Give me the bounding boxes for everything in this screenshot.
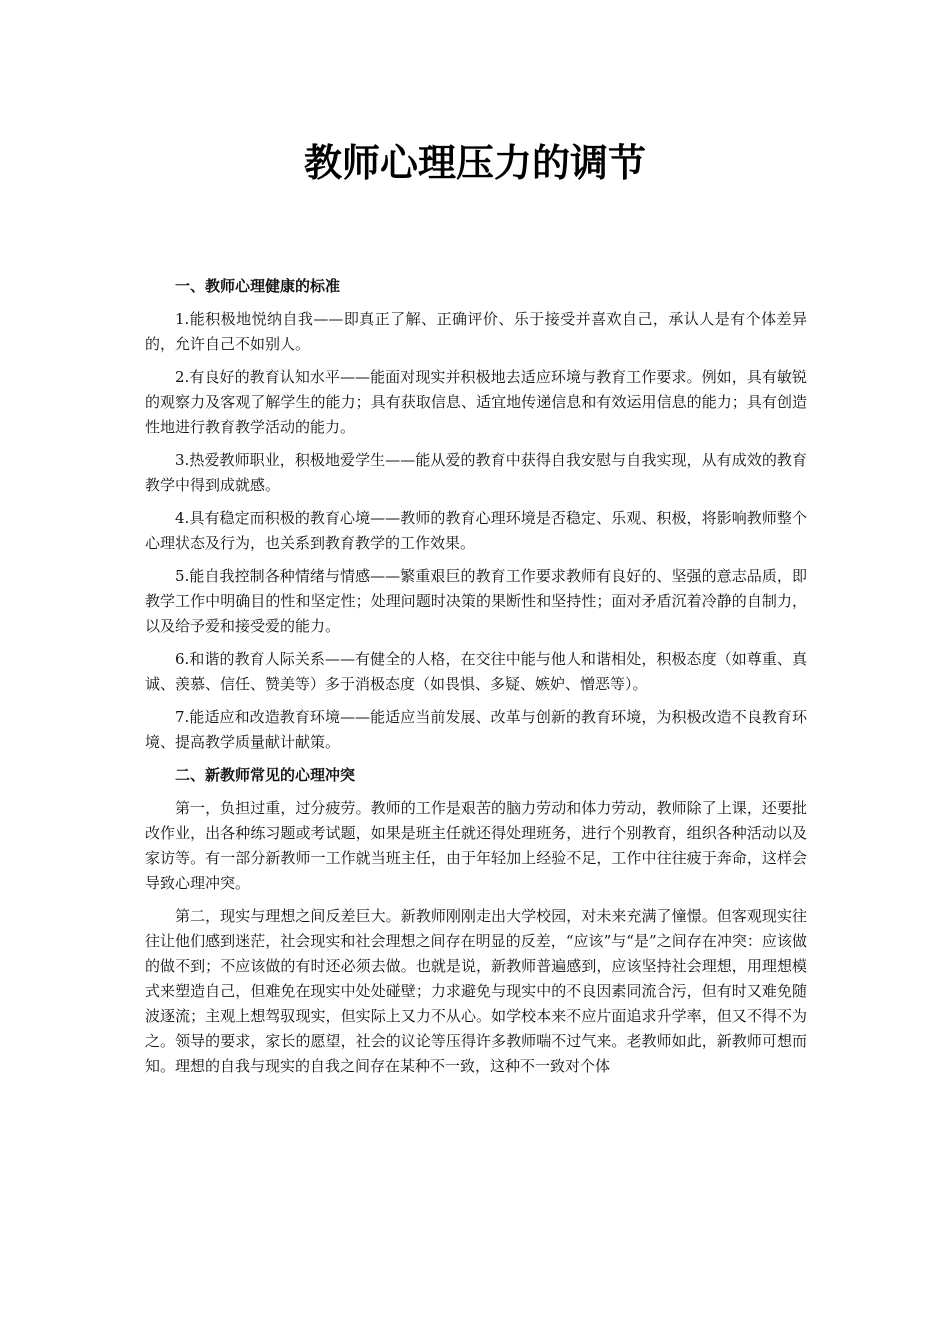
section-heading-conflicts: 二、新教师常见的心理冲突 [175,766,356,784]
document-title: 教师心理压力的调节 [303,141,646,185]
paragraph: 第一，负担过重，过分疲劳。教师的工作是艰苦的脑力劳动和体力劳动，教师除了上课，还要批改作业，出各种练习题或考试题，如果是班主任就还得处理班务，进行个别教育，组织各种活动以及家访等。有一部分新教师一工作就当班主任，由于年轻加上经验不足，工作中往往疲于奔命，这样会导致心理冲突。 [145,799,807,892]
paragraph: 3.热爱教师职业，积极地爱学生——能从爱的教育中获得自我安慰与自我实现，从有成效的教育教学中得到成就感。 [145,451,807,494]
paragraph: 2.有良好的教育认知水平——能面对现实并积极地去适应环境与教育工作要求。例如，具有敏锐的观察力及客观了解学生的能力；具有获取信息、适宜地传递信息和有效运用信息的能力；具有创造性地进行教育教学活动的能力。 [145,368,807,436]
paragraph: 5.能自我控制各种情绪与情感——繁重艰巨的教育工作要求教师有良好的、坚强的意志品质，即教学工作中明确目的性和坚定性；处理问题时决策的果断性和坚持性；面对矛盾沉着冷静的自制力，以及给予爱和接受爱的能力。 [145,567,807,635]
section-heading-standards: 一、教师心理健康的标准 [175,277,341,295]
document-body [145,274,807,1087]
paragraph: 第二，现实与理想之间反差巨大。新教师刚刚走出大学校园，对未来充满了憧憬。但客观现实往往让他们感到迷茫，社会现实和社会理想之间存在明显的反差，“应该”与“是”之间存在冲突：应该做的做不到；不应该做的有时还必须去做。也就是说，新教师普遍感到，应该坚持社会理想，用理想模式来塑造自己，但难免在现实中处处碰壁；力求避免与现实中的不良因素同流合污，但有时又难免随波逐流；主观上想驾驭现实，但实际上又力不从心。如学校本来不应片面追求升学率，但又不得不为之。领导的要求，家长的愿望，社会的议论等压得许多教师喘不过气来。老教师如此，新教师可想而知。理想的自我与现实的自我之间存在某种不一致，这种不一致对个体 [145,907,807,1075]
paragraph: 6.和谐的教育人际关系——有健全的人格，在交往中能与他人和谐相处，积极态度（如尊重、真诚、羡慕、信任、赞美等）多于消极态度（如畏惧、多疑、嫉妒、憎恶等）。 [145,650,807,693]
paragraph: 4.具有稳定而积极的教育心境——教师的教育心理环境是否稳定、乐观、积极，将影响教师整个心理状态及行为，也关系到教育教学的工作效果。 [145,509,807,552]
paragraph: 7.能适应和改造教育环境——能适应当前发展、改革与创新的教育环境，为积极改造不良教育环境、提高教学质量献计献策。 [145,708,807,751]
paragraph: 1.能积极地悦纳自我——即真正了解、正确评价、乐于接受并喜欢自己，承认人是有个体差异的，允许自己不如别人。 [145,310,807,353]
